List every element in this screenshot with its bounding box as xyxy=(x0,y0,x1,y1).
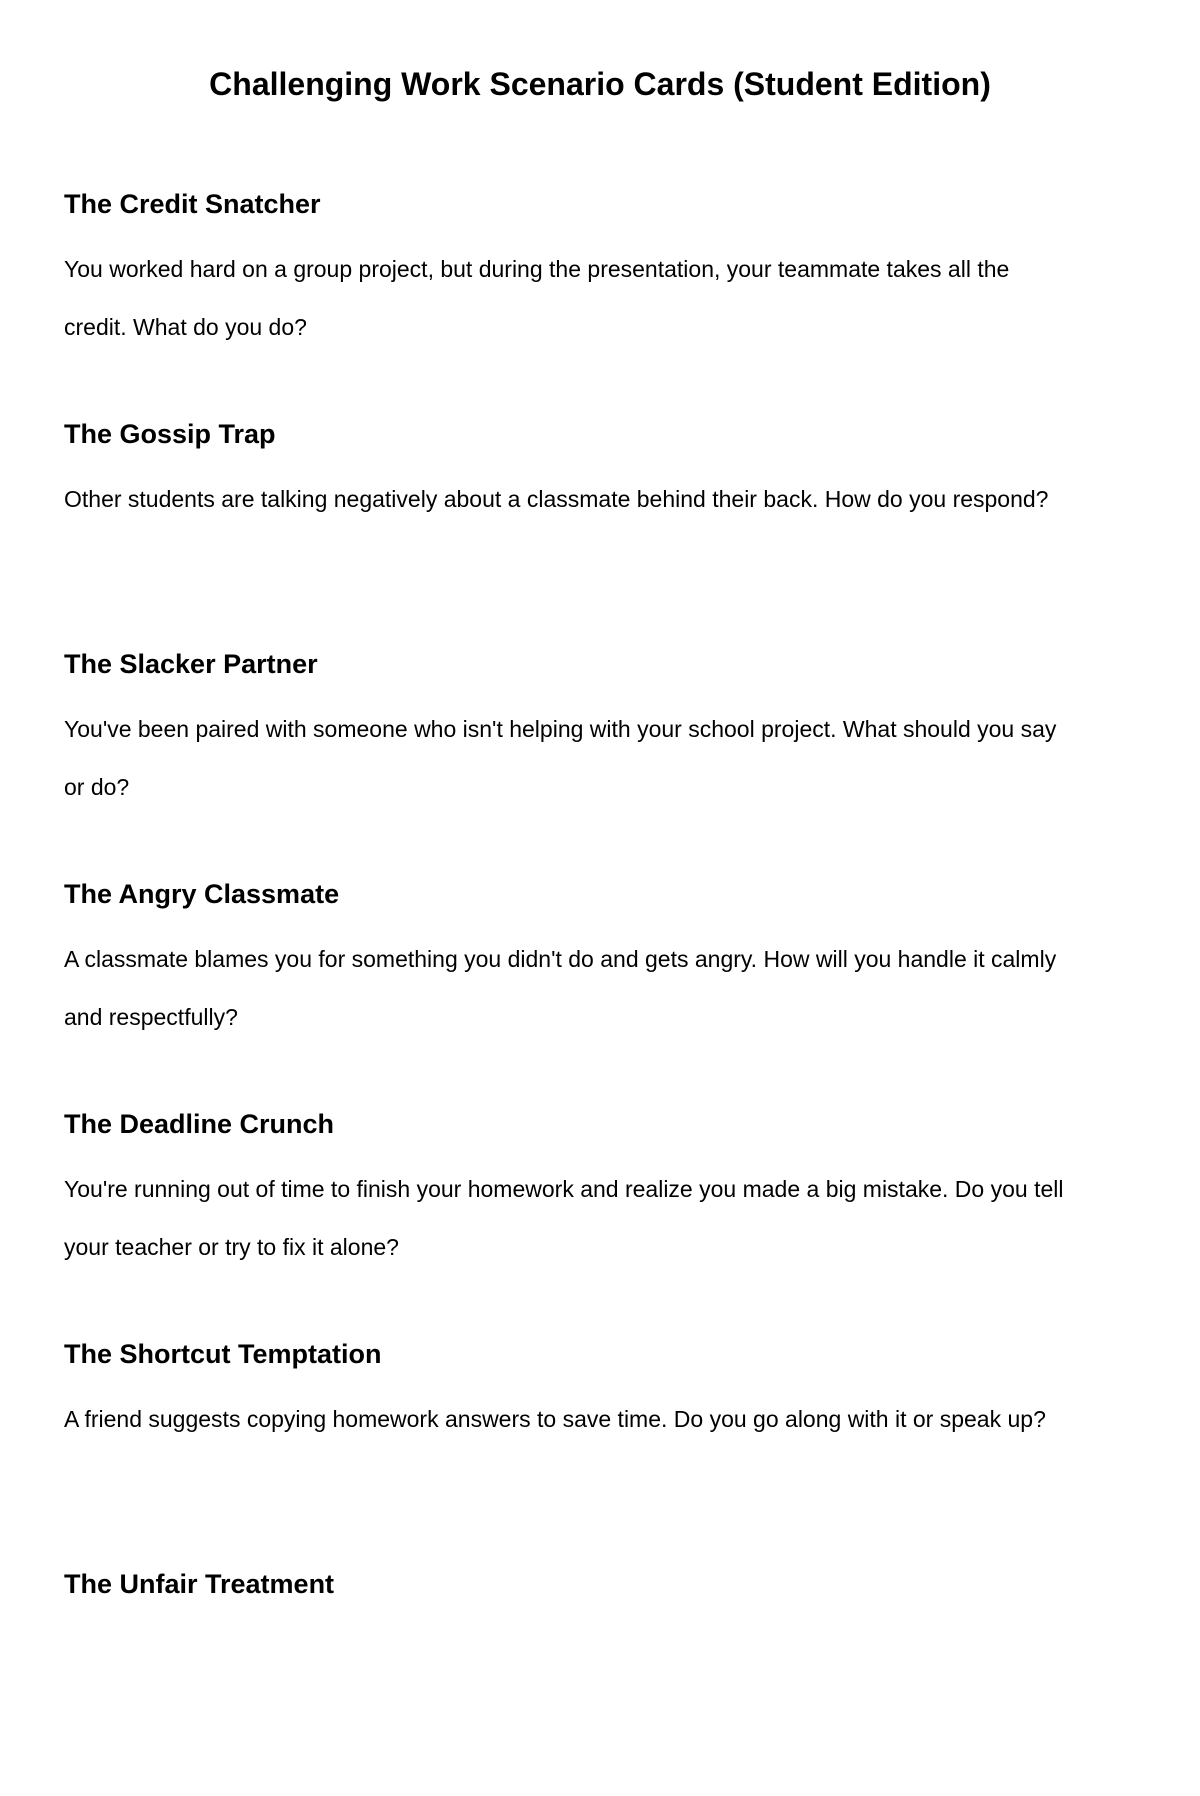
scenario-card xyxy=(64,186,1136,416)
scenario-card xyxy=(64,646,1136,876)
scenario-card-title: The Unfair Treatment xyxy=(64,1569,335,1599)
scenario-card xyxy=(64,1106,1136,1336)
scenario-card-title: The Gossip Trap xyxy=(64,419,276,449)
scenario-card xyxy=(64,1566,1136,1796)
scenario-card-title: The Slacker Partner xyxy=(64,649,318,679)
scenario-card-title: The Angry Classmate xyxy=(64,879,340,909)
scenario-card-title: The Shortcut Temptation xyxy=(64,1339,382,1369)
scenario-card-list xyxy=(64,186,1136,1796)
scenario-card xyxy=(64,1336,1136,1566)
scenario-card-description: Other students are talking negatively about a classmate behind their back. How do you respond? xyxy=(64,486,1049,512)
scenario-card-description: A classmate blames you for something you didn't do and gets angry. How will you handle it calmly and respectfully? xyxy=(64,946,1057,1030)
scenario-card-title: The Deadline Crunch xyxy=(64,1109,335,1139)
scenario-card-title: The Credit Snatcher xyxy=(64,189,321,219)
scenario-card-description: You worked hard on a group project, but during the presentation, your teammate takes all the credit. What do you do? xyxy=(64,256,1010,340)
scenario-card xyxy=(64,416,1136,646)
scenario-card-description: You're running out of time to finish your homework and realize you made a big mistake. Do you tell your teacher or try to fix it alone? xyxy=(64,1176,1064,1260)
scenario-card xyxy=(64,876,1136,1106)
document-title: Challenging Work Scenario Cards (Student Edition) xyxy=(209,66,991,102)
scenario-card-description: You've been paired with someone who isn't helping with your school project. What should you say or do? xyxy=(64,716,1057,800)
scenario-card-description: A friend suggests copying homework answers to save time. Do you go along with it or speak up? xyxy=(64,1406,1046,1432)
